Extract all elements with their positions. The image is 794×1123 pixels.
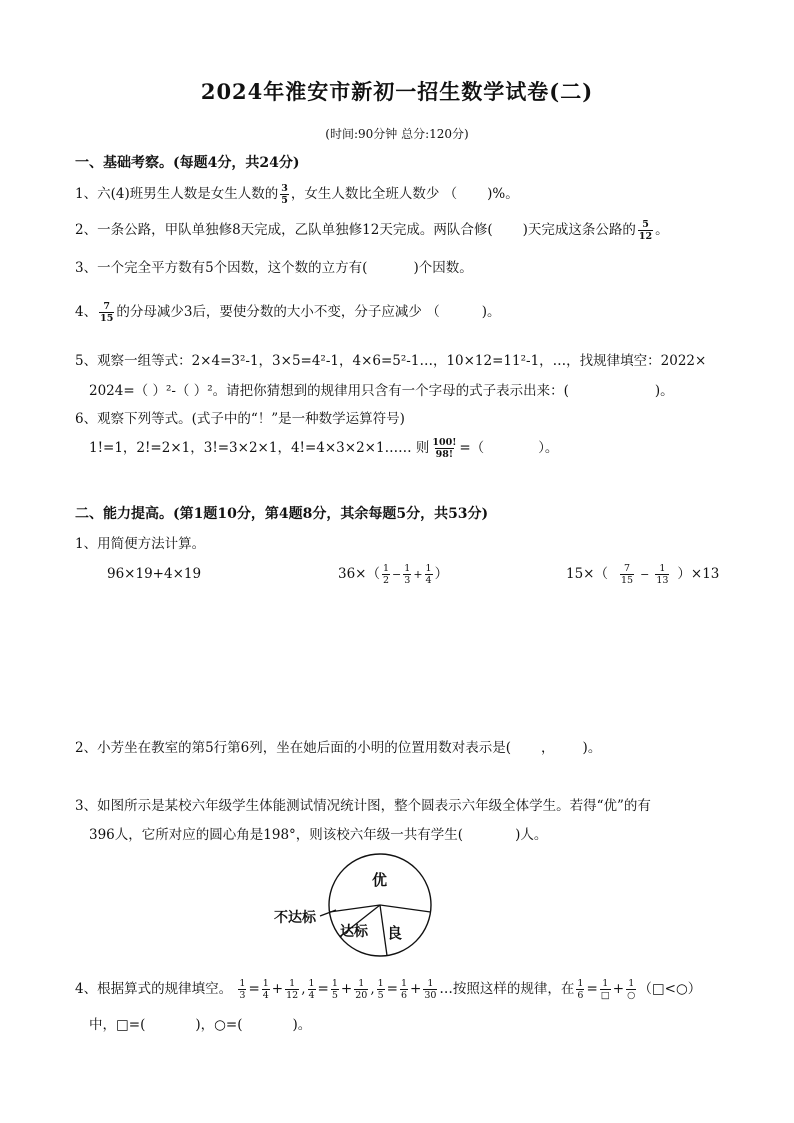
fraction: $\frac{1}{5}$ — [331, 977, 338, 1001]
q-text: )。 — [292, 1017, 312, 1033]
fraction: $\frac{1}{30}$ — [424, 977, 437, 1001]
fraction: $\frac{1}{4}$ — [308, 977, 315, 1001]
question-1-3 — [75, 256, 473, 276]
page-title: 2024年淮安市新初一招生数学试卷(二) — [200, 79, 594, 104]
q-text: )人。 — [515, 827, 548, 843]
question-2-3-line2 — [89, 823, 547, 843]
fraction: $\frac{1}{5}$ — [377, 977, 384, 1001]
fraction: $\frac{1}{2}$ — [383, 562, 390, 586]
q-text: )，○=( — [195, 1017, 243, 1033]
q-text: 中，□=( — [89, 1017, 146, 1033]
fraction: $\frac{1}{4}$ — [425, 562, 432, 586]
question-2-4-line2 — [89, 1013, 311, 1033]
q-text: 。 — [655, 222, 669, 238]
q-text: 1、六(4)班男生人数是女生人数的 — [75, 186, 279, 202]
fraction: $\frac{3}{5}$ — [281, 182, 288, 206]
question-2-3-line1: 3、如图所示是某校六年级学生体能测试情况统计图，整个圆表示六年级全体学生。若得“优”的有 — [75, 798, 651, 814]
q-text: )。 — [481, 304, 501, 320]
pie-divider — [380, 905, 431, 912]
q-text: )。 — [654, 383, 674, 399]
question-1-5-line1: 5、观察一组等式：2×4=3²-1，3×5=4²-1，4×6=5²-1…，10×12=11²-1，…，找规律填空：2022× — [75, 353, 707, 369]
q-text: 2、一条公路，甲队单独修8天完成，乙队单独修12天完成。两队合修( — [75, 222, 493, 238]
question-1-2 — [75, 218, 669, 242]
q-text: =（ — [459, 440, 485, 456]
q-text: )%。 — [487, 186, 519, 202]
question-1-6-line2 — [89, 436, 558, 460]
pie-label-liang: 良 — [387, 924, 403, 942]
expression-2: 36×（ $\frac{1}{2}$ − $\frac{1}{3}$ + $\frac{1}{4}$ ） — [338, 562, 449, 586]
fraction: $\frac{1}{6}$ — [577, 977, 584, 1001]
pointer-line — [320, 910, 336, 916]
pie-label-budabiao: 不达标 — [274, 910, 316, 926]
fraction: $\frac{1}{12}$ — [286, 977, 299, 1001]
fraction: $\frac{1}{13}$ — [656, 562, 669, 586]
expression-1: 96×19+4×19 — [107, 566, 202, 582]
q-text: )天完成这条公路的 — [522, 222, 636, 238]
q-text: 1!=1，2!=2×1，3!=3×2×1，4!=4×3×2×1…… 则 — [89, 440, 430, 456]
q-text: 2、小芳坐在教室的第5行第6列，坐在她后面的小明的位置用数对表示是( — [75, 740, 512, 756]
q-text: ）。 — [538, 440, 559, 456]
q-text: 2024=（ ）²-（ ）²。请把你猜想到的规律用只含有一个字母的式子表示出来：( — [89, 383, 569, 399]
fraction: $\frac{1}{4}$ — [262, 977, 269, 1001]
question-1-6-line1: 6、观察下列等式。(式子中的“！”是一种数学运算符号) — [75, 411, 405, 427]
fraction: $\frac{1}{20}$ — [355, 977, 368, 1001]
fraction: $\frac{1}{○}$ — [627, 977, 636, 1001]
pie-label-dabiao: 达标 — [340, 924, 368, 940]
fraction: $\frac{1}{□}$ — [600, 977, 610, 1001]
question-2-4-line1: 4、根据算式的规律填空。 $\frac{1}{3}$ = $\frac{1}{4}$ + $\frac{1}{12}$ , $\frac{1}{4}$ = $\frac{1}{5}$ + $\frac{1}{20}$ , $\frac{1}{5}$ = $\frac{1}{6}$ + $\frac{1}{30}$ …按照这样的规律，在 $\frac{1}{6}$ = $\frac{1}{□}$ + $\frac{1}{○}$ （□<○） — [75, 977, 702, 1001]
question-1-4 — [75, 300, 501, 324]
q-text: ，女生人数比全班人数少 （ — [290, 186, 458, 202]
question-2-1-label: 1、用简便方法计算。 — [75, 536, 206, 552]
q-text: …按照这样的规律，在 — [439, 981, 575, 997]
q-text: 4、 — [75, 304, 98, 320]
question-1-1 — [75, 182, 519, 206]
exam-info: (时间:90分钟 总分:120分) — [325, 127, 469, 141]
fraction: $\frac{1}{3}$ — [239, 977, 246, 1001]
fraction: $\frac{1}{6}$ — [400, 977, 408, 1001]
q-text: （□<○） — [638, 981, 702, 997]
pie-divider — [380, 905, 387, 956]
pie-label-you: 优 — [372, 871, 388, 889]
q-text: )个因数。 — [413, 260, 473, 276]
fraction: $\frac{7}{15}$ — [621, 562, 634, 586]
q-text: 的分母减少3后，要使分数的大小不变，分子应减少 （ — [116, 304, 440, 320]
q-text: 396人，它所对应的圆心角是198°，则该校六年级一共有学生( — [89, 827, 464, 843]
q-text: 3、一个完全平方数有5个因数，这个数的立方有( — [75, 260, 368, 276]
fraction: $\frac{100!}{98!}$ — [432, 436, 457, 460]
fraction: $\frac{5}{12}$ — [638, 218, 653, 242]
section-2-heading: 二、能力提高。(第1题10分，第4题8分，其余每题5分，共53分) — [75, 506, 489, 522]
question-1-5-line2 — [89, 379, 674, 399]
q-text: 4、根据算式的规律填空。 — [75, 981, 233, 997]
fraction: $\frac{7}{15}$ — [100, 300, 114, 324]
q-text: ， — [541, 740, 555, 756]
section-1-heading: 一、基础考察。(每题4分，共24分) — [75, 155, 300, 171]
expression-3: 15×（ $\frac{7}{15}$ − $\frac{1}{13}$ ）×13 — [566, 562, 720, 586]
fraction: $\frac{1}{3}$ — [404, 562, 411, 586]
q-text: )。 — [582, 740, 602, 756]
pie-chart-figure — [260, 850, 440, 960]
question-2-2 — [75, 736, 601, 756]
